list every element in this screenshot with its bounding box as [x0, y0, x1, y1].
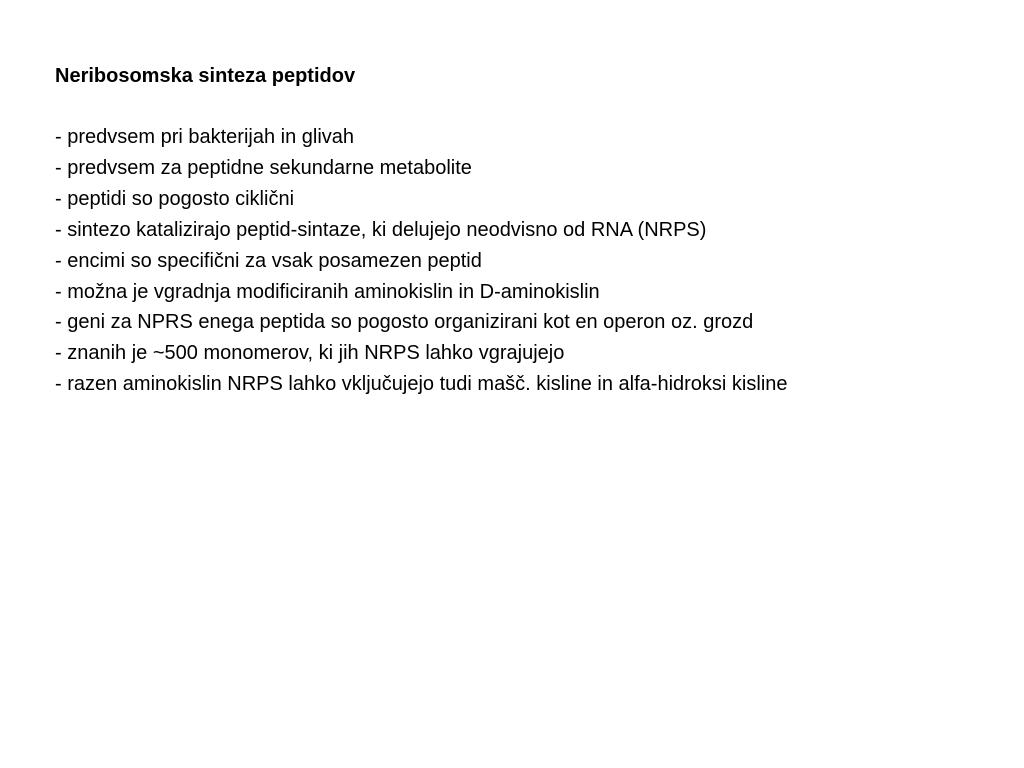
title-spacer	[55, 91, 1015, 122]
bullet-item: - geni za NPRS enega peptida so pogosto organizirani kot en operon oz. grozd	[55, 311, 754, 334]
bullet-item: - razen aminokislin NRPS lahko vključujejo tudi mašč. kisline in alfa-hidroksi kisline	[55, 373, 788, 396]
bullet-item: - možna je vgradnja modificiranih aminokislin in D-aminokislin	[55, 280, 600, 303]
slide-content	[55, 61, 1015, 400]
bullet-item: - predvsem za peptidne sekundarne metabolite	[55, 156, 472, 179]
bullet-item: - encimi so specifični za vsak posamezen peptid	[55, 249, 482, 272]
bullet-item: - sintezo katalizirajo peptid-sintaze, ki delujejo neodvisno od RNA (NRPS)	[55, 218, 707, 241]
slide-title: Neribosomska sinteza peptidov	[55, 65, 356, 87]
bullet-item: - predvsem pri bakterijah in glivah	[55, 126, 355, 148]
bullet-list	[55, 122, 1015, 400]
bullet-item: - peptidi so pogosto ciklični	[55, 187, 295, 210]
bullet-item: - znanih je ~500 monomerov, ki jih NRPS lahko vgrajujejo	[55, 342, 565, 365]
